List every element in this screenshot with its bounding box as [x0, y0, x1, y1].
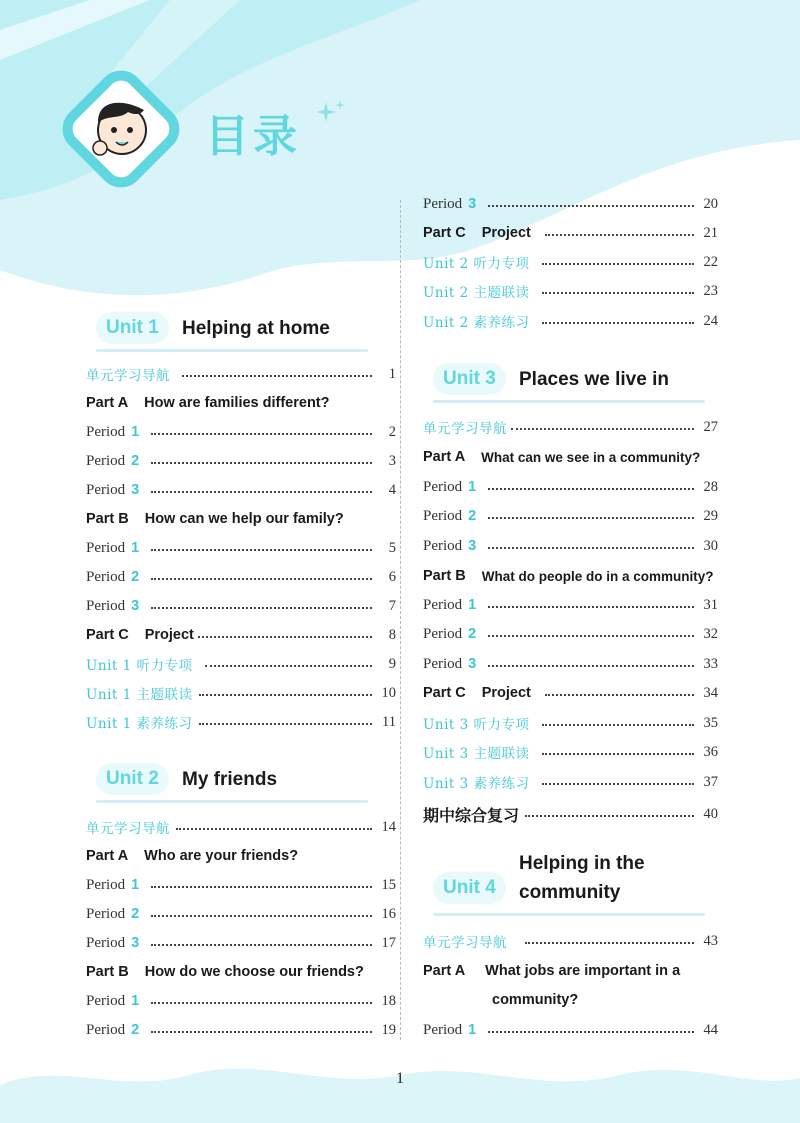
toc-entry[interactable]: Unit 2 听力专项 22: [423, 253, 718, 272]
part-heading: Part A What jobs are important in a: [423, 963, 681, 979]
toc-entry[interactable]: 单元学习导航 1: [86, 365, 396, 384]
toc-entry[interactable]: Period 3 33: [423, 655, 718, 672]
unit-underline: [433, 400, 705, 403]
part-heading: Part B How can we help our family?: [86, 511, 344, 527]
unit-title-line-2: community: [519, 882, 621, 903]
toc-entry[interactable]: 单元学习导航 27: [423, 418, 718, 437]
page-title: 目录: [205, 111, 301, 162]
unit-1-heading[interactable]: [86, 308, 376, 352]
toc-entry[interactable]: Period 1 15: [86, 876, 396, 893]
toc-entry[interactable]: Period 1 44: [423, 1021, 718, 1038]
toc-entry[interactable]: Period 1 2: [86, 423, 396, 440]
part-heading: Part B What do people do in a community?: [423, 568, 714, 584]
toc-entry[interactable]: Period 1 5: [86, 539, 396, 556]
unit-title: Helping at home: [182, 318, 330, 339]
unit-2-heading[interactable]: [86, 759, 376, 803]
toc-entry[interactable]: Period 1 18: [86, 992, 396, 1009]
toc-entry[interactable]: Period 1 31: [423, 596, 718, 613]
toc-entry[interactable]: 单元学习导航 43: [423, 932, 718, 951]
toc-entry[interactable]: Unit 2 主题联读 23: [423, 282, 718, 301]
toc-entry[interactable]: Period 3 7: [86, 597, 396, 614]
toc-entry[interactable]: Period 2 32: [423, 625, 718, 642]
toc-entry[interactable]: Unit 1 听力专项 9: [86, 655, 396, 674]
toc-entry[interactable]: Period 3 4: [86, 481, 396, 498]
unit-tag: Unit 3: [433, 363, 506, 395]
toc-entry[interactable]: Unit 1 主题联读 10: [86, 684, 396, 703]
unit-tag: Unit 1: [96, 312, 169, 344]
unit-4-heading[interactable]: [423, 850, 713, 916]
page-number: 1: [396, 1070, 404, 1087]
toc-entry[interactable]: Period 2 16: [86, 905, 396, 922]
toc-entry[interactable]: Period 2 19: [86, 1021, 396, 1038]
midterm-review-entry[interactable]: 期中综合复习 40: [423, 805, 718, 825]
part-heading-continued: community?: [492, 992, 579, 1008]
toc-entry[interactable]: Period 3 30: [423, 537, 718, 554]
column-divider: [400, 200, 401, 1040]
unit-tag: Unit 2: [96, 763, 169, 795]
unit-title-line-1: Helping in the: [519, 853, 645, 874]
toc-entry[interactable]: Unit 3 主题联读 36: [423, 743, 718, 762]
toc-entry[interactable]: Unit 3 听力专项 35: [423, 714, 718, 733]
unit-underline: [96, 800, 368, 803]
toc-entry[interactable]: Part C Project 8: [86, 626, 396, 643]
toc-entry[interactable]: Period 2 29: [423, 507, 718, 524]
unit-underline: [433, 913, 705, 916]
unit-title: My friends: [182, 769, 278, 790]
toc-entry[interactable]: Period 3 20: [423, 195, 718, 212]
unit-title: Places we live in: [519, 369, 669, 390]
part-heading: Part B How do we choose our friends?: [86, 964, 364, 980]
unit-3-heading[interactable]: [423, 359, 713, 403]
part-heading: Part A How are families different?: [86, 395, 330, 411]
toc-entry[interactable]: Period 3 17: [86, 934, 396, 951]
toc-entry[interactable]: Period 2 3: [86, 452, 396, 469]
toc-entry[interactable]: Unit 2 素养练习 24: [423, 312, 718, 331]
toc-entry[interactable]: Period 2 6: [86, 568, 396, 585]
part-heading: Part A Who are your friends?: [86, 848, 299, 864]
toc-entry[interactable]: Part C Project 21: [423, 224, 718, 241]
toc-entry[interactable]: Part C Project 34: [423, 684, 718, 701]
toc-header: [0, 0, 420, 230]
toc-entry[interactable]: 单元学习导航 14: [86, 818, 396, 837]
part-heading: Part A What can we see in a community?: [423, 449, 701, 465]
sparkle-icon: [316, 98, 348, 130]
unit-tag: Unit 4: [433, 872, 506, 904]
toc-entry[interactable]: Period 1 28: [423, 478, 718, 495]
unit-underline: [96, 349, 368, 352]
boy-mascot-icon: [62, 70, 180, 188]
toc-entry[interactable]: Unit 3 素养练习 37: [423, 773, 718, 792]
toc-entry[interactable]: Unit 1 素养练习 11: [86, 713, 396, 732]
